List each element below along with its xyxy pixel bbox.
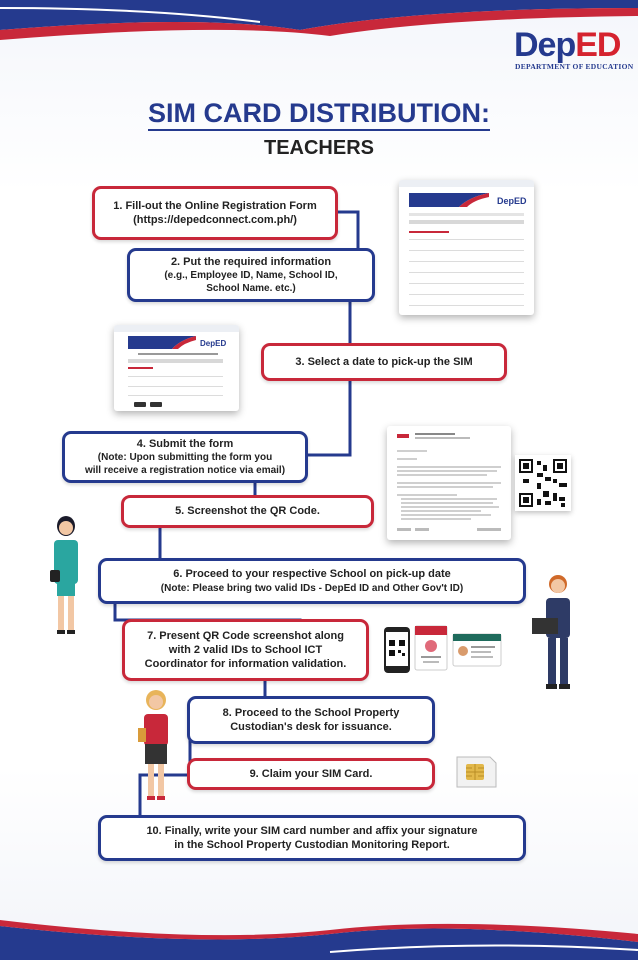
step-2: 2. Put the required information (e.g., Employee ID, Name, School ID, School Name. etc.) xyxy=(127,248,375,302)
phone-qr-icon xyxy=(383,626,411,674)
step-1: 1. Fill-out the Online Registration Form (https://depedconnect.com.ph/) xyxy=(92,186,338,240)
sim-card-icon xyxy=(454,755,498,789)
bottom-decorative-band xyxy=(0,912,638,960)
step-3: 3. Select a date to pick-up the SIM xyxy=(261,343,507,381)
qr-code-icon xyxy=(515,455,571,511)
registration-form-mockup-small xyxy=(114,325,239,411)
svg-text:DepED: DepED xyxy=(497,196,527,206)
teacher-illustration-3 xyxy=(134,688,178,806)
step-6: 6. Proceed to your respective School on pick-up date (Note: Please bring two valid IDs - DepEd ID and Other Gov't ID) xyxy=(98,558,526,604)
step-9: 9. Claim your SIM Card. xyxy=(187,758,435,790)
step-5: 5. Screenshot the QR Code. xyxy=(121,495,374,528)
step-4: 4. Submit the form (Note: Upon submitting the form you will receive a registration notice via email) xyxy=(62,431,308,483)
svg-text:DepED: DepED xyxy=(200,339,227,348)
step-8: 8. Proceed to the School Property Custodian's desk for issuance. xyxy=(187,696,435,744)
step-7: 7. Present QR Code screenshot along with 2 valid IDs to School ICT Coordinator for information validation. xyxy=(122,619,369,681)
page-subtitle: TEACHERS xyxy=(263,137,374,159)
step-10: 10. Finally, write your SIM card number and affix your signature in the School Property Custodian Monitoring Report. xyxy=(98,815,526,861)
id-cards-icon xyxy=(413,624,503,672)
page-title: SIM CARD DISTRIBUTION: xyxy=(0,98,638,129)
registration-form-mockup xyxy=(399,180,534,315)
email-notice-mockup xyxy=(387,426,511,540)
teacher-illustration-1 xyxy=(44,514,88,642)
deped-logo: DepED DEPARTMENT OF EDUCATION xyxy=(514,26,634,71)
teacher-illustration-2 xyxy=(530,570,584,694)
